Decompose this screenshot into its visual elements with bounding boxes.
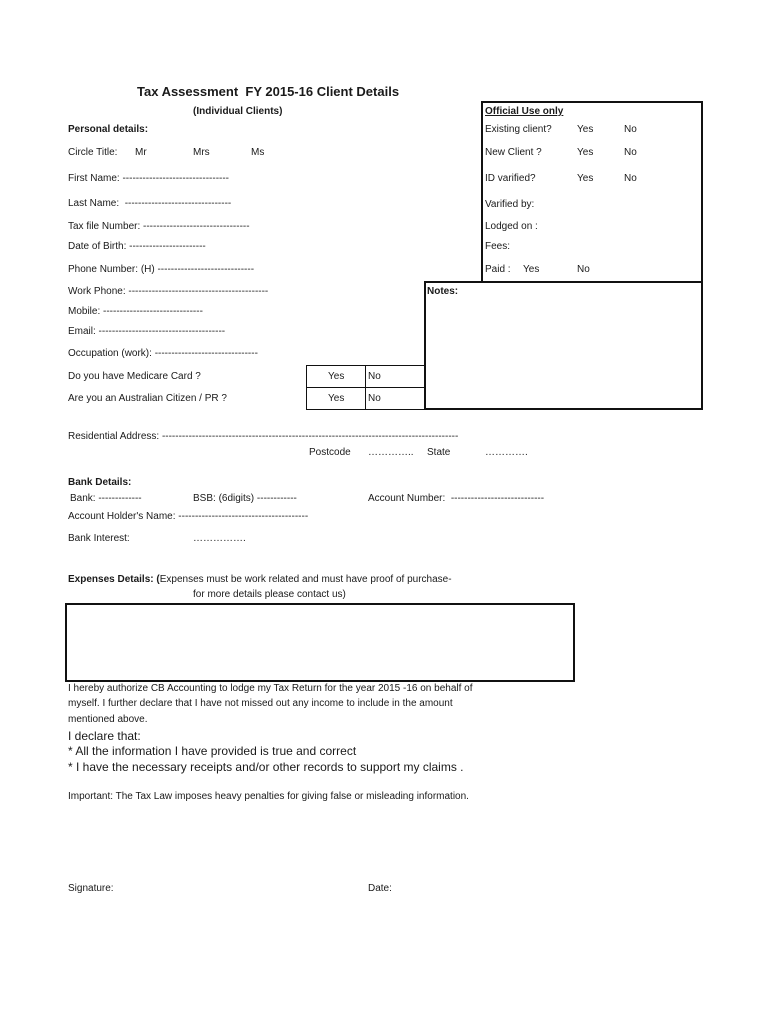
bank-interest-field[interactable]: …………….	[193, 533, 246, 544]
account-holder-field[interactable]: Account Holder's Name: ---------------------------------------	[68, 511, 309, 522]
email-field[interactable]: Email: --------------------------------------	[68, 326, 226, 337]
authorize-line2: myself. I further declare that I have not missed out any income to include in the amount	[68, 698, 453, 709]
notes-box[interactable]	[424, 281, 703, 410]
signature-label[interactable]: Signature:	[68, 883, 114, 894]
paid-yes[interactable]: Yes	[523, 264, 540, 275]
date-of-birth-field[interactable]: Date of Birth: -----------------------	[68, 241, 206, 252]
occupation-field[interactable]: Occupation (work): -------------------------------	[68, 348, 258, 359]
form-title: Tax Assessment FY 2015-16 Client Details	[137, 84, 400, 99]
id-verified-yes[interactable]: Yes	[577, 173, 594, 184]
declare-item2: * I have the necessary receipts and/or other records to support my claims .	[68, 760, 464, 774]
new-client-label: New Client ?	[485, 147, 542, 158]
expenses-note-line1: Expenses must be work related and must have proof of purchase-	[159, 574, 452, 585]
expenses-heading-line	[68, 574, 452, 586]
first-name-field[interactable]: First Name: --------------------------------	[68, 173, 230, 184]
medicare-no[interactable]: No	[368, 371, 381, 382]
tax-file-number-field[interactable]: Tax file Number: --------------------------------	[68, 221, 250, 232]
declare-heading: I declare that:	[68, 729, 141, 743]
state-field[interactable]: ………….	[485, 447, 528, 458]
expenses-heading: Expenses Details: (	[68, 574, 160, 585]
home-phone-field[interactable]: Phone Number: (H) -----------------------------	[68, 264, 255, 275]
existing-client-no[interactable]: No	[624, 124, 637, 135]
medicare-question: Do you have Medicare Card ?	[68, 371, 201, 382]
existing-client-yes[interactable]: Yes	[577, 124, 594, 135]
authorize-line1: I hereby authorize CB Accounting to lodge my Tax Return for the year 2015 -16 on behalf of	[68, 683, 473, 694]
bank-details-heading: Bank Details:	[68, 477, 132, 488]
fees-label: Fees:	[485, 241, 511, 252]
personal-details-heading: Personal details:	[68, 124, 149, 135]
last-name-field[interactable]: Last Name: --------------------------------	[68, 198, 232, 209]
new-client-no[interactable]: No	[624, 147, 637, 158]
new-client-yes[interactable]: Yes	[577, 147, 594, 158]
authorize-line3: mentioned above.	[68, 714, 148, 725]
id-verified-label: ID varified?	[485, 173, 536, 184]
expenses-note-line2: for more details please contact us)	[193, 589, 346, 600]
circle-title-label: Circle Title:	[68, 147, 118, 158]
bank-interest-label: Bank Interest:	[68, 533, 130, 544]
existing-client-label: Existing client?	[485, 124, 552, 135]
verified-by-label: Varified by:	[485, 199, 535, 210]
paid-label: Paid :	[485, 264, 511, 275]
work-phone-field[interactable]: Work Phone: ------------------------------------------	[68, 286, 269, 297]
title-option-ms[interactable]: Ms	[251, 147, 265, 158]
form-subtitle: (Individual Clients)	[193, 106, 283, 117]
official-use-heading: Official Use only	[485, 106, 564, 117]
lodged-on-label: Lodged on :	[485, 221, 538, 232]
citizen-no[interactable]: No	[368, 393, 381, 404]
important-notice: Important: The Tax Law imposes heavy penalties for giving false or misleading information.	[68, 791, 469, 802]
postcode-label: Postcode	[309, 447, 351, 458]
account-number-field[interactable]: Account Number: ----------------------------	[368, 493, 545, 504]
state-label: State	[427, 447, 451, 458]
title-option-mrs[interactable]: Mrs	[193, 147, 210, 158]
title-option-mr[interactable]: Mr	[135, 147, 147, 158]
citizen-yes[interactable]: Yes	[328, 393, 345, 404]
medicare-yes[interactable]: Yes	[328, 371, 345, 382]
notes-label: Notes:	[427, 286, 459, 297]
residential-address-field[interactable]: Residential Address: -----------------------------------------------------------------------------------------	[68, 431, 459, 442]
date-label[interactable]: Date:	[368, 883, 392, 894]
bank-field[interactable]: Bank: -------------	[70, 493, 142, 504]
bsb-field[interactable]: BSB: (6digits) ------------	[193, 493, 297, 504]
id-verified-no[interactable]: No	[624, 173, 637, 184]
expenses-box[interactable]	[65, 603, 575, 682]
mobile-field[interactable]: Mobile: ------------------------------	[68, 306, 203, 317]
declare-item1: * All the information I have provided is true and correct	[68, 744, 357, 758]
citizen-question: Are you an Australian Citizen / PR ?	[68, 393, 227, 404]
paid-no[interactable]: No	[577, 264, 590, 275]
postcode-field[interactable]: …………..	[368, 447, 414, 458]
